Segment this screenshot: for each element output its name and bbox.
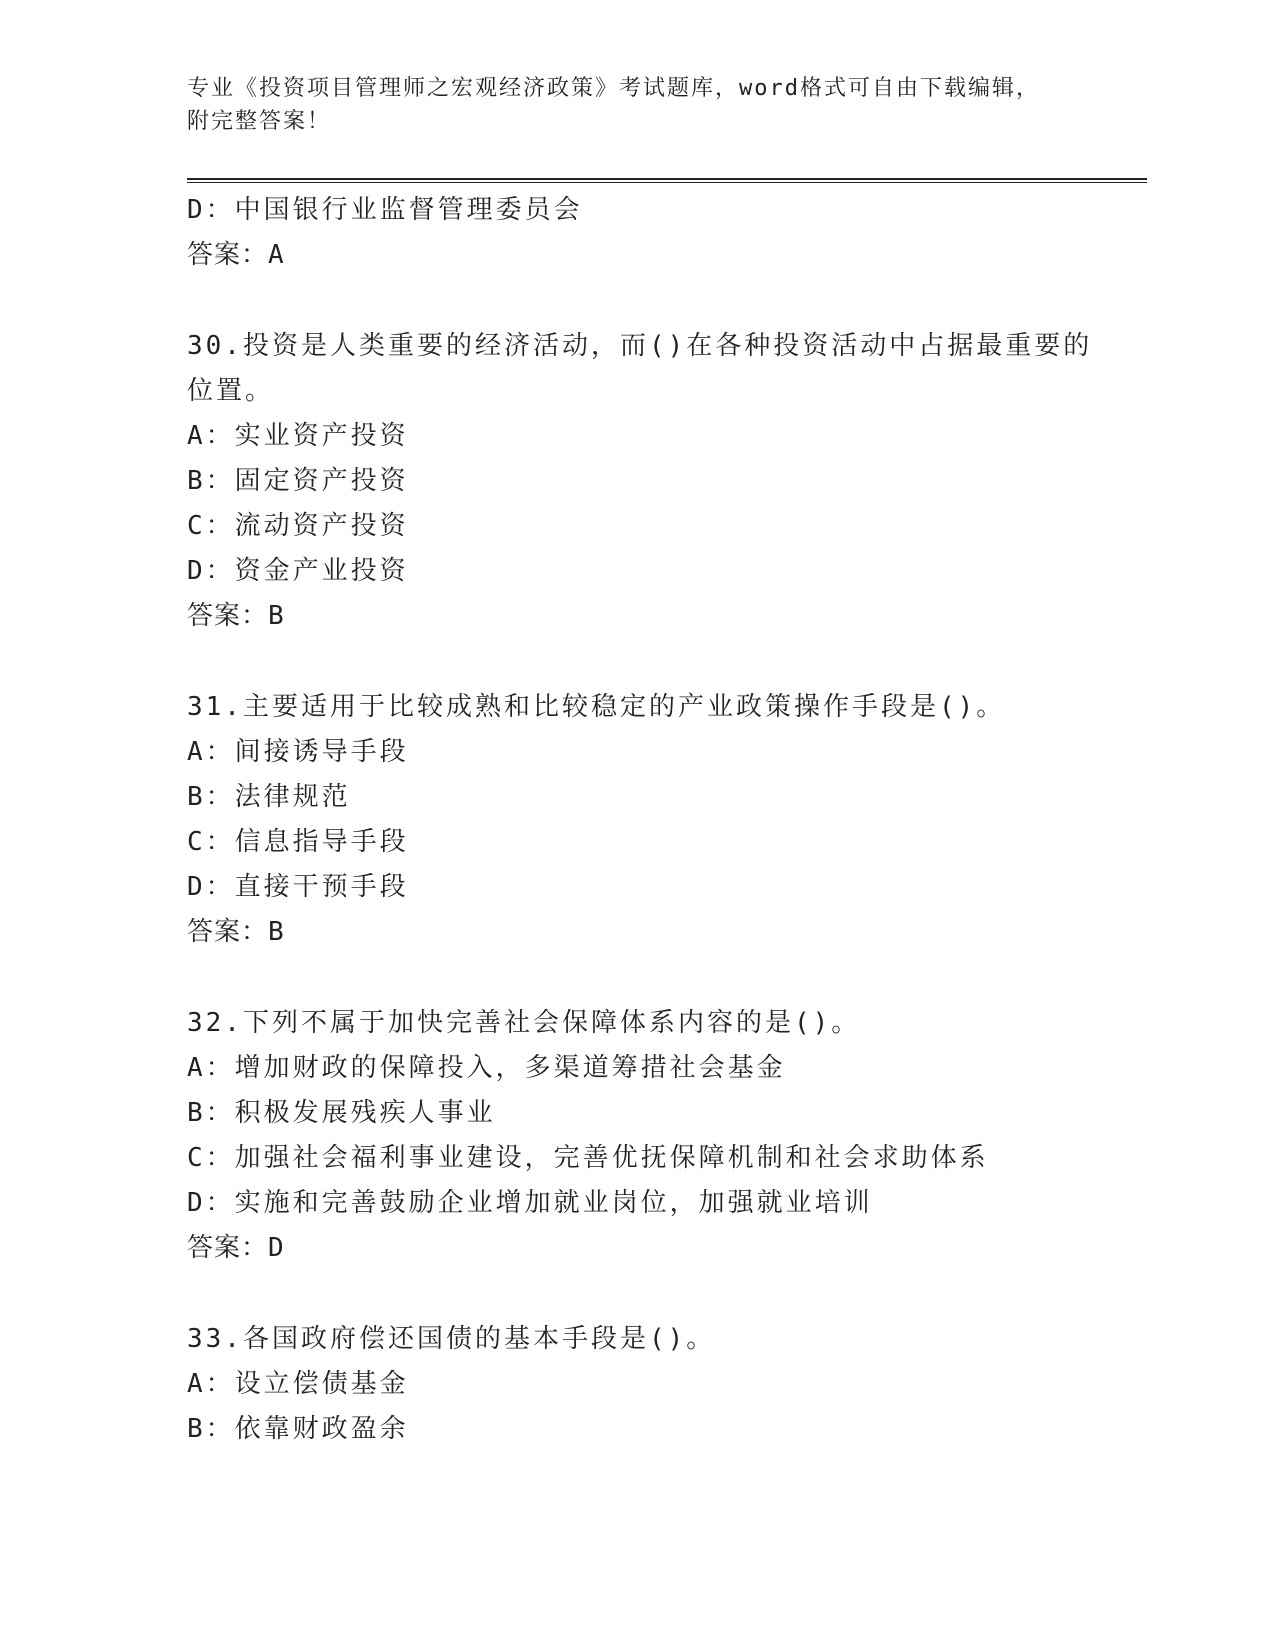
option-a: A：实业资产投资 bbox=[187, 421, 409, 451]
question-30 bbox=[187, 324, 1147, 639]
answer-label: 答案： bbox=[187, 917, 269, 947]
option-a: A：间接诱导手段 bbox=[187, 737, 409, 767]
question-stem: 31.主要适用于比较成熟和比较稳定的产业政策操作手段是()。 bbox=[187, 692, 1006, 722]
header-line-1: 专业《投资项目管理师之宏观经济政策》考试题库，word格式可自由下载编辑， bbox=[187, 76, 1040, 101]
question-32 bbox=[187, 1001, 1147, 1271]
option-a: A：设立偿债基金 bbox=[187, 1369, 409, 1399]
option-b: B：积极发展残疾人事业 bbox=[187, 1098, 496, 1128]
header-line-2: 附完整答案！ bbox=[187, 109, 332, 134]
option-c: C：流动资产投资 bbox=[187, 511, 409, 541]
document-header bbox=[187, 72, 1087, 138]
option-c: C：加强社会福利事业建设，完善优抚保障机制和社会求助体系 bbox=[187, 1143, 989, 1173]
option-d: D：实施和完善鼓励企业增加就业岗位，加强就业培训 bbox=[187, 1188, 873, 1218]
option-a: A：增加财政的保障投入，多渠道筹措社会基金 bbox=[187, 1053, 786, 1083]
option-c: C：信息指导手段 bbox=[187, 827, 409, 857]
answer-value: D bbox=[268, 1233, 285, 1263]
answer-label: 答案： bbox=[187, 1233, 269, 1263]
answer-value: A bbox=[268, 240, 285, 270]
question-stem: 33.各国政府偿还国债的基本手段是()。 bbox=[187, 1324, 716, 1354]
option-b: B：依靠财政盈余 bbox=[187, 1414, 409, 1444]
answer-line bbox=[187, 1226, 1147, 1271]
answer-value: B bbox=[268, 601, 285, 631]
answer-label: 答案： bbox=[187, 240, 269, 270]
question-list bbox=[187, 188, 1147, 1452]
answer-value: B bbox=[268, 917, 285, 947]
header-divider bbox=[187, 178, 1147, 183]
question-31 bbox=[187, 685, 1147, 955]
option-d: D：资金产业投资 bbox=[187, 556, 409, 586]
document-page bbox=[187, 0, 1147, 1650]
question-stem-continued: 位置。 bbox=[187, 376, 275, 406]
question-stem: 30.投资是人类重要的经济活动，而()在各种投资活动中占据最重要的 bbox=[187, 331, 1093, 361]
question-stem: 32.下列不属于加快完善社会保障体系内容的是()。 bbox=[187, 1008, 861, 1038]
option-b: B：法律规范 bbox=[187, 782, 351, 812]
answer-label: 答案： bbox=[187, 601, 269, 631]
option-d: D：直接干预手段 bbox=[187, 872, 409, 902]
question-33 bbox=[187, 1317, 1147, 1452]
option-b: B：固定资产投资 bbox=[187, 466, 409, 496]
answer-line bbox=[187, 910, 1147, 955]
option-d: D：中国银行业监督管理委员会 bbox=[187, 195, 583, 225]
answer-line bbox=[187, 594, 1147, 639]
answer-line bbox=[187, 233, 1147, 278]
